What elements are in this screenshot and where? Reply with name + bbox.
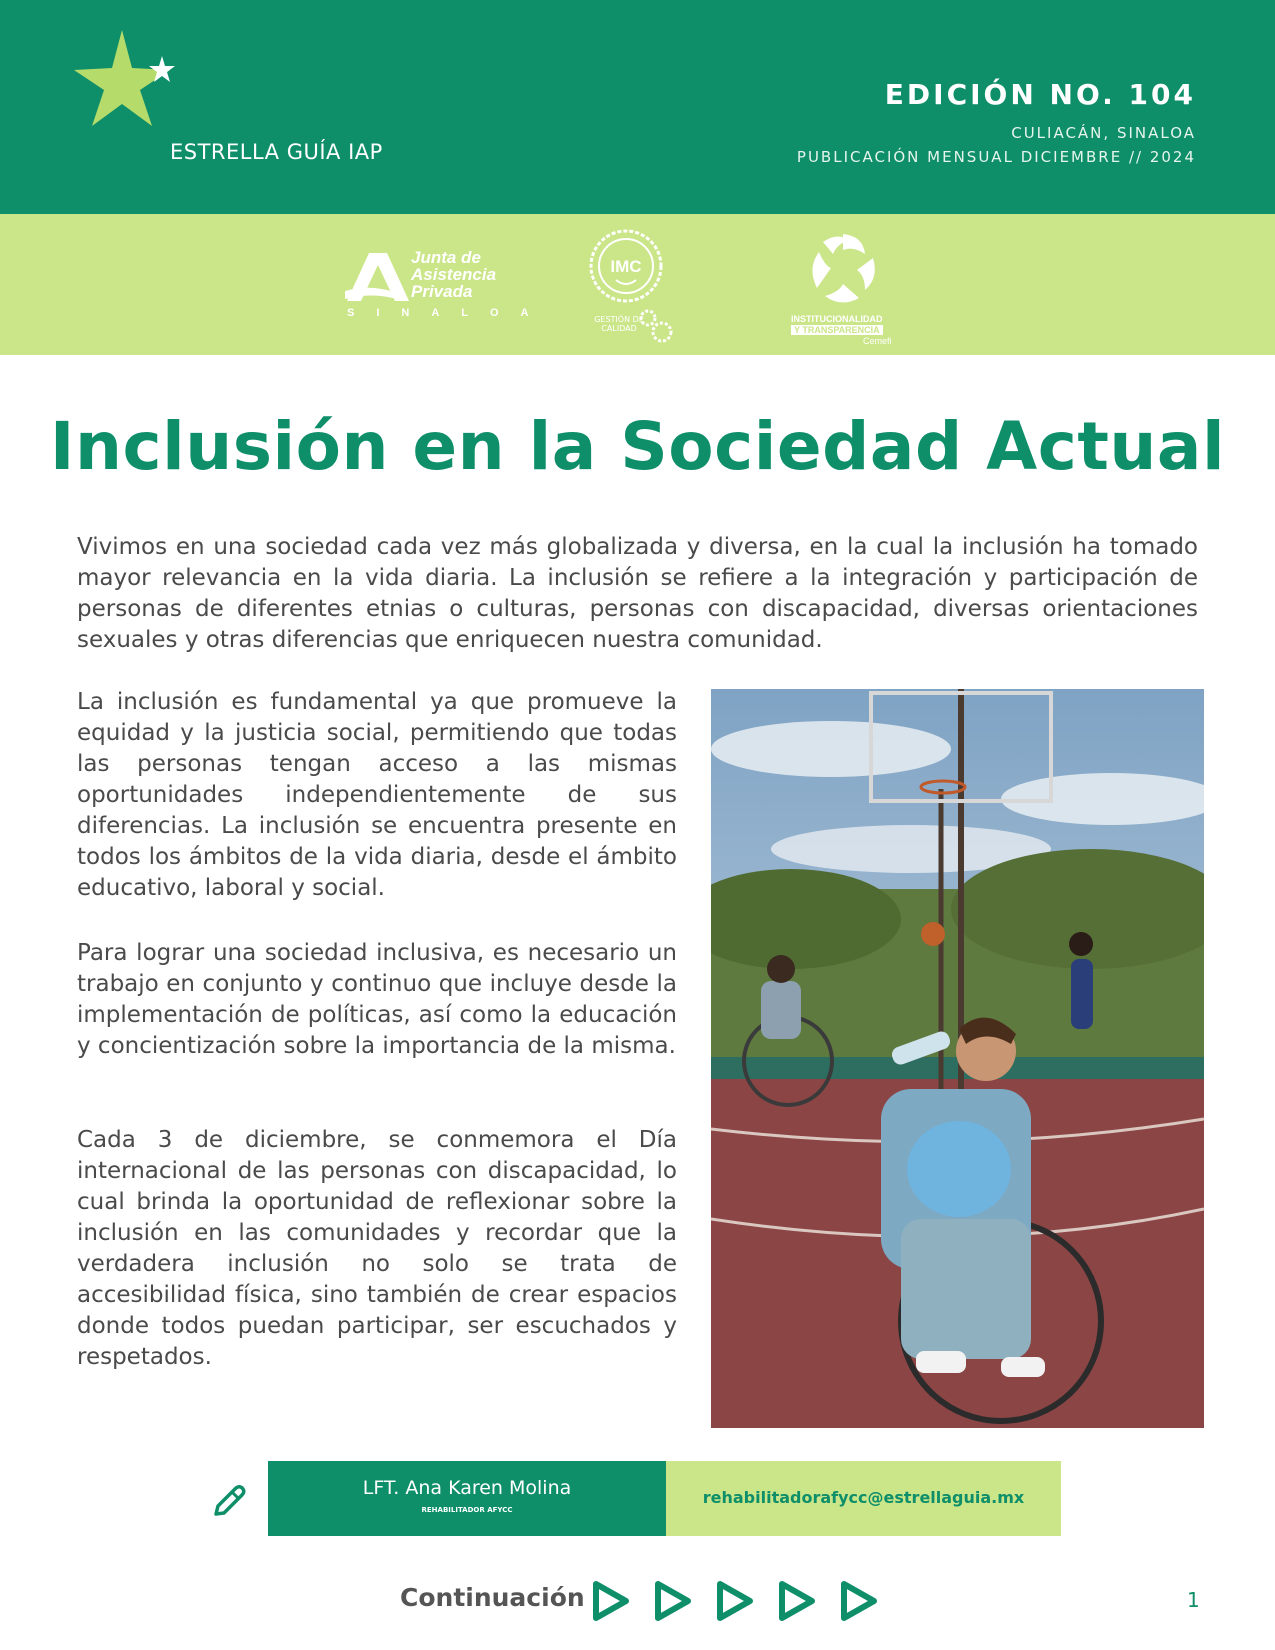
author-box (268, 1461, 666, 1536)
imc-label-line1: GESTIÓN DE (594, 315, 644, 324)
star-logo-icon (70, 28, 190, 138)
author-role: REHABILITADOR AFYCC (421, 1506, 513, 1514)
play-arrow-icon (720, 1584, 750, 1618)
imc-label (594, 315, 644, 333)
jap-mark-icon (343, 247, 413, 303)
jap-name (411, 249, 496, 300)
header (0, 0, 1275, 214)
spiral-icon (803, 228, 883, 308)
cemefi-line2: Y TRANSPARENCIA (791, 325, 883, 335)
article-title: Inclusión en la Sociedad Actual (49, 408, 1226, 485)
play-arrow-icon (658, 1584, 688, 1618)
publication-date: PUBLICACIÓN MENSUAL DICIEMBRE // 2024 (796, 148, 1196, 166)
email-box (666, 1461, 1061, 1536)
jap-logo (343, 243, 551, 323)
jap-line3: Privada (411, 282, 473, 301)
page-number: 1 (1187, 1588, 1200, 1612)
continuation-label: Continuación (400, 1583, 585, 1612)
play-arrow-icon (782, 1584, 812, 1618)
imc-label-line2: CALIDAD (601, 324, 637, 333)
imc-logo (580, 226, 690, 346)
jap-region: SINALOA (347, 307, 551, 319)
paragraph-4: Cada 3 de diciembre, se conmemora el Día internacional de las personas con discapacidad, lo cual brinda la oportunidad de reflexionar sobre la inclusión en las comunidades y recordar que la verdadera inclusión no solo se trata de accesibilidad física, sino también de crear espacios donde todos puedan participar, ser escuchados y respetados. (77, 1127, 677, 1370)
paragraph-2: La inclusión es fundamental ya que promueve la equidad y la justicia social, permitiendo que todas las personas tengan acceso a las mismas oportunidades independientemente de sus diferencias. La inclusión se encuentra presente en todos los ámbitos de la vida diaria, desde el ámbito educativo, laboral y social. (77, 689, 677, 901)
play-arrow-icons[interactable] (590, 1578, 890, 1624)
paragraph-3: Para lograr una sociedad inclusiva, es necesario un trabajo en conjunto y continuo que incluye desde la implementación de políticas, así como la educación y concientización sobre la importancia de la misma. (77, 940, 677, 1059)
play-arrow-icon (844, 1584, 874, 1618)
intro-paragraph: Vivimos en una sociedad cada vez más globalizada y diversa, en la cual la inclusión ha tomado mayor relevancia en la vida diaria. La inclusión se refiere a la integración y participación de personas de diferentes etnias o culturas, personas con discapacidad, diversas orientaciones sexuales y otras diferencias que enriquecen nuestra comunidad. (77, 534, 1198, 653)
edition-number: EDICIÓN NO. 104 (884, 78, 1196, 111)
jap-line1: Junta de (411, 248, 481, 267)
jap-line2: Asistencia (411, 265, 497, 284)
pencil-icon (208, 1480, 248, 1520)
cemefi-logo (787, 226, 907, 346)
cemefi-line3: Cemefi (863, 336, 892, 346)
author-email[interactable]: rehabilitadorafycc@estrellaguia.mx (702, 1488, 1025, 1507)
svg-text:IMC: IMC (610, 257, 642, 276)
play-arrow-icon (596, 1584, 626, 1618)
cemefi-line1: INSTITUCIONALIDAD (791, 314, 883, 324)
brand-name: ESTRELLA GUÍA IAP (170, 140, 383, 164)
author-name: LFT. Ana Karen Molina (362, 1477, 572, 1499)
seal-icon (588, 228, 668, 308)
article-photo (711, 689, 1204, 1428)
location: CULIACÁN, SINALOA (1011, 124, 1196, 142)
basketball-court-photo (711, 689, 1204, 1428)
